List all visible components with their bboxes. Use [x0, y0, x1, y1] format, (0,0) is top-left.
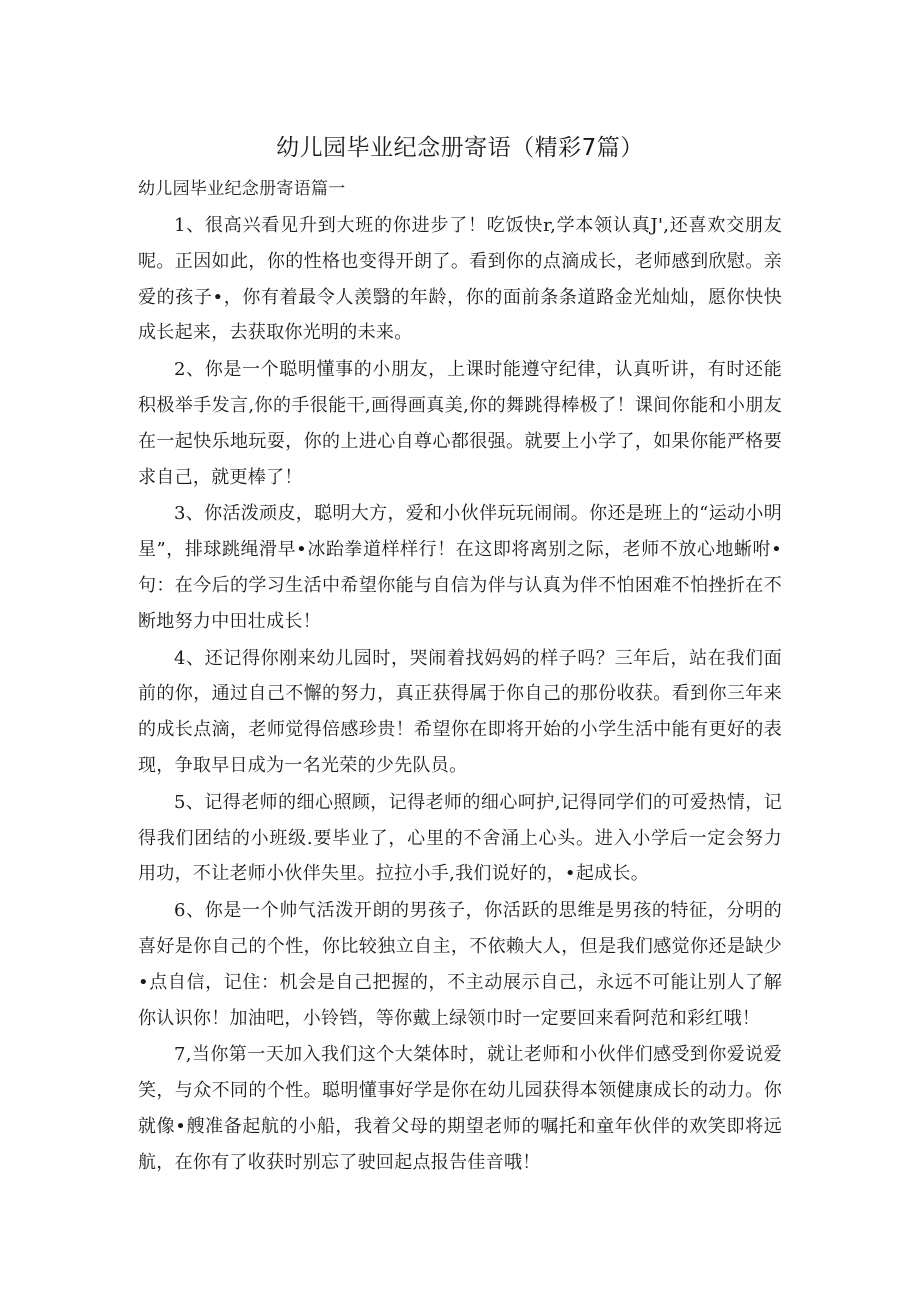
paragraph-7: 7,当你第一天加入我们这个大桀体时，就让老师和小伙伴们感受到你爱说爱笑，与众不同的个性。聪明懂事好学是你在幼儿园获得本领健康成长的动力。你就像•艘准备起航的小船，我着父母的期望老师的嘱托和童年伙伴的欢笑即将远航，在你有了收获时别忘了驶回起点报告佳音哦！	[138, 1044, 782, 1173]
document-body	[138, 208, 782, 1182]
section-heading: 幼儿园毕业纪念册寄语篇一	[138, 179, 346, 199]
paragraph-4: 4、还记得你刚来幼儿园时，哭闹着找妈妈的样子吗？三年后，站在我们面前的你，通过自己不懈的努力，真正获得属于你自己的那份收获。看到你三年来的成长点滴，老师觉得倍感珍贵！希望你在即将开始的小学生活中能有更好的表现，争取早日成为一名光荣的少先队员。	[138, 647, 782, 776]
document-title: 幼儿园毕业纪念册寄语（精彩7篇）	[276, 135, 644, 161]
paragraph-1: 1、很高兴看见升到大班的你进步了！吃饭快r,学本领认真J',还喜欢交朋友呢。正因如此，你的性格也变得开朗了。看到你的点滴成长，老师感到欣慰。亲爱的孩子•，你有着最令人羡翳的年龄，你的面前条条道路金光灿灿，愿你快快成长起来，去获取你光明的未来。	[138, 215, 782, 344]
paragraph-6: 6、你是一个帅气活泼开朗的男孩子，你活跃的思维是男孩的特征，分明的喜好是你自己的个性，你比较独立自主，不依赖大人，但是我们感觉你还是缺少•点自信，记住：机会是自己把握的，不主动展示自己，永远不可能让别人了解你认识你！加油吧，小铃铛，等你戴上绿领巾时一定要回来看阿范和彩红哦！	[138, 900, 782, 1029]
paragraph-3: 3、你活泼顽皮，聪明大方，爱和小伙伴玩玩闹闹。你还是班上的“运动小明星”，排球跳绳滑早•冰跆拳道样样行！在这即将离别之际，老师不放心地蜥咐•句：在今后的学习生活中希望你能与自信为伴与认真为伴不怕困难不怕挫折在不断地努力中田壮成长！	[138, 503, 782, 632]
paragraph-2: 2、你是一个聪明懂事的小朋友，上课时能遵守纪律，认真听讲，有时还能积极举手发言,你的手很能干,画得画真美,你的舞跳得棒极了！课间你能和小朋友在一起快乐地玩耍，你的上进心自尊心都很强。就要上小学了，如果你能严格要求自己，就更棒了！	[138, 359, 782, 488]
paragraph-5: 5、记得老师的细心照顾，记得老师的细心呵护,记得同学们的可爱热情，记得我们团结的小班级.要毕业了，心里的不舍涌上心头。进入小学后一定会努力用功，不让老师小伙伴失里。拉拉小手,我们说好的，•起成长。	[138, 791, 782, 885]
